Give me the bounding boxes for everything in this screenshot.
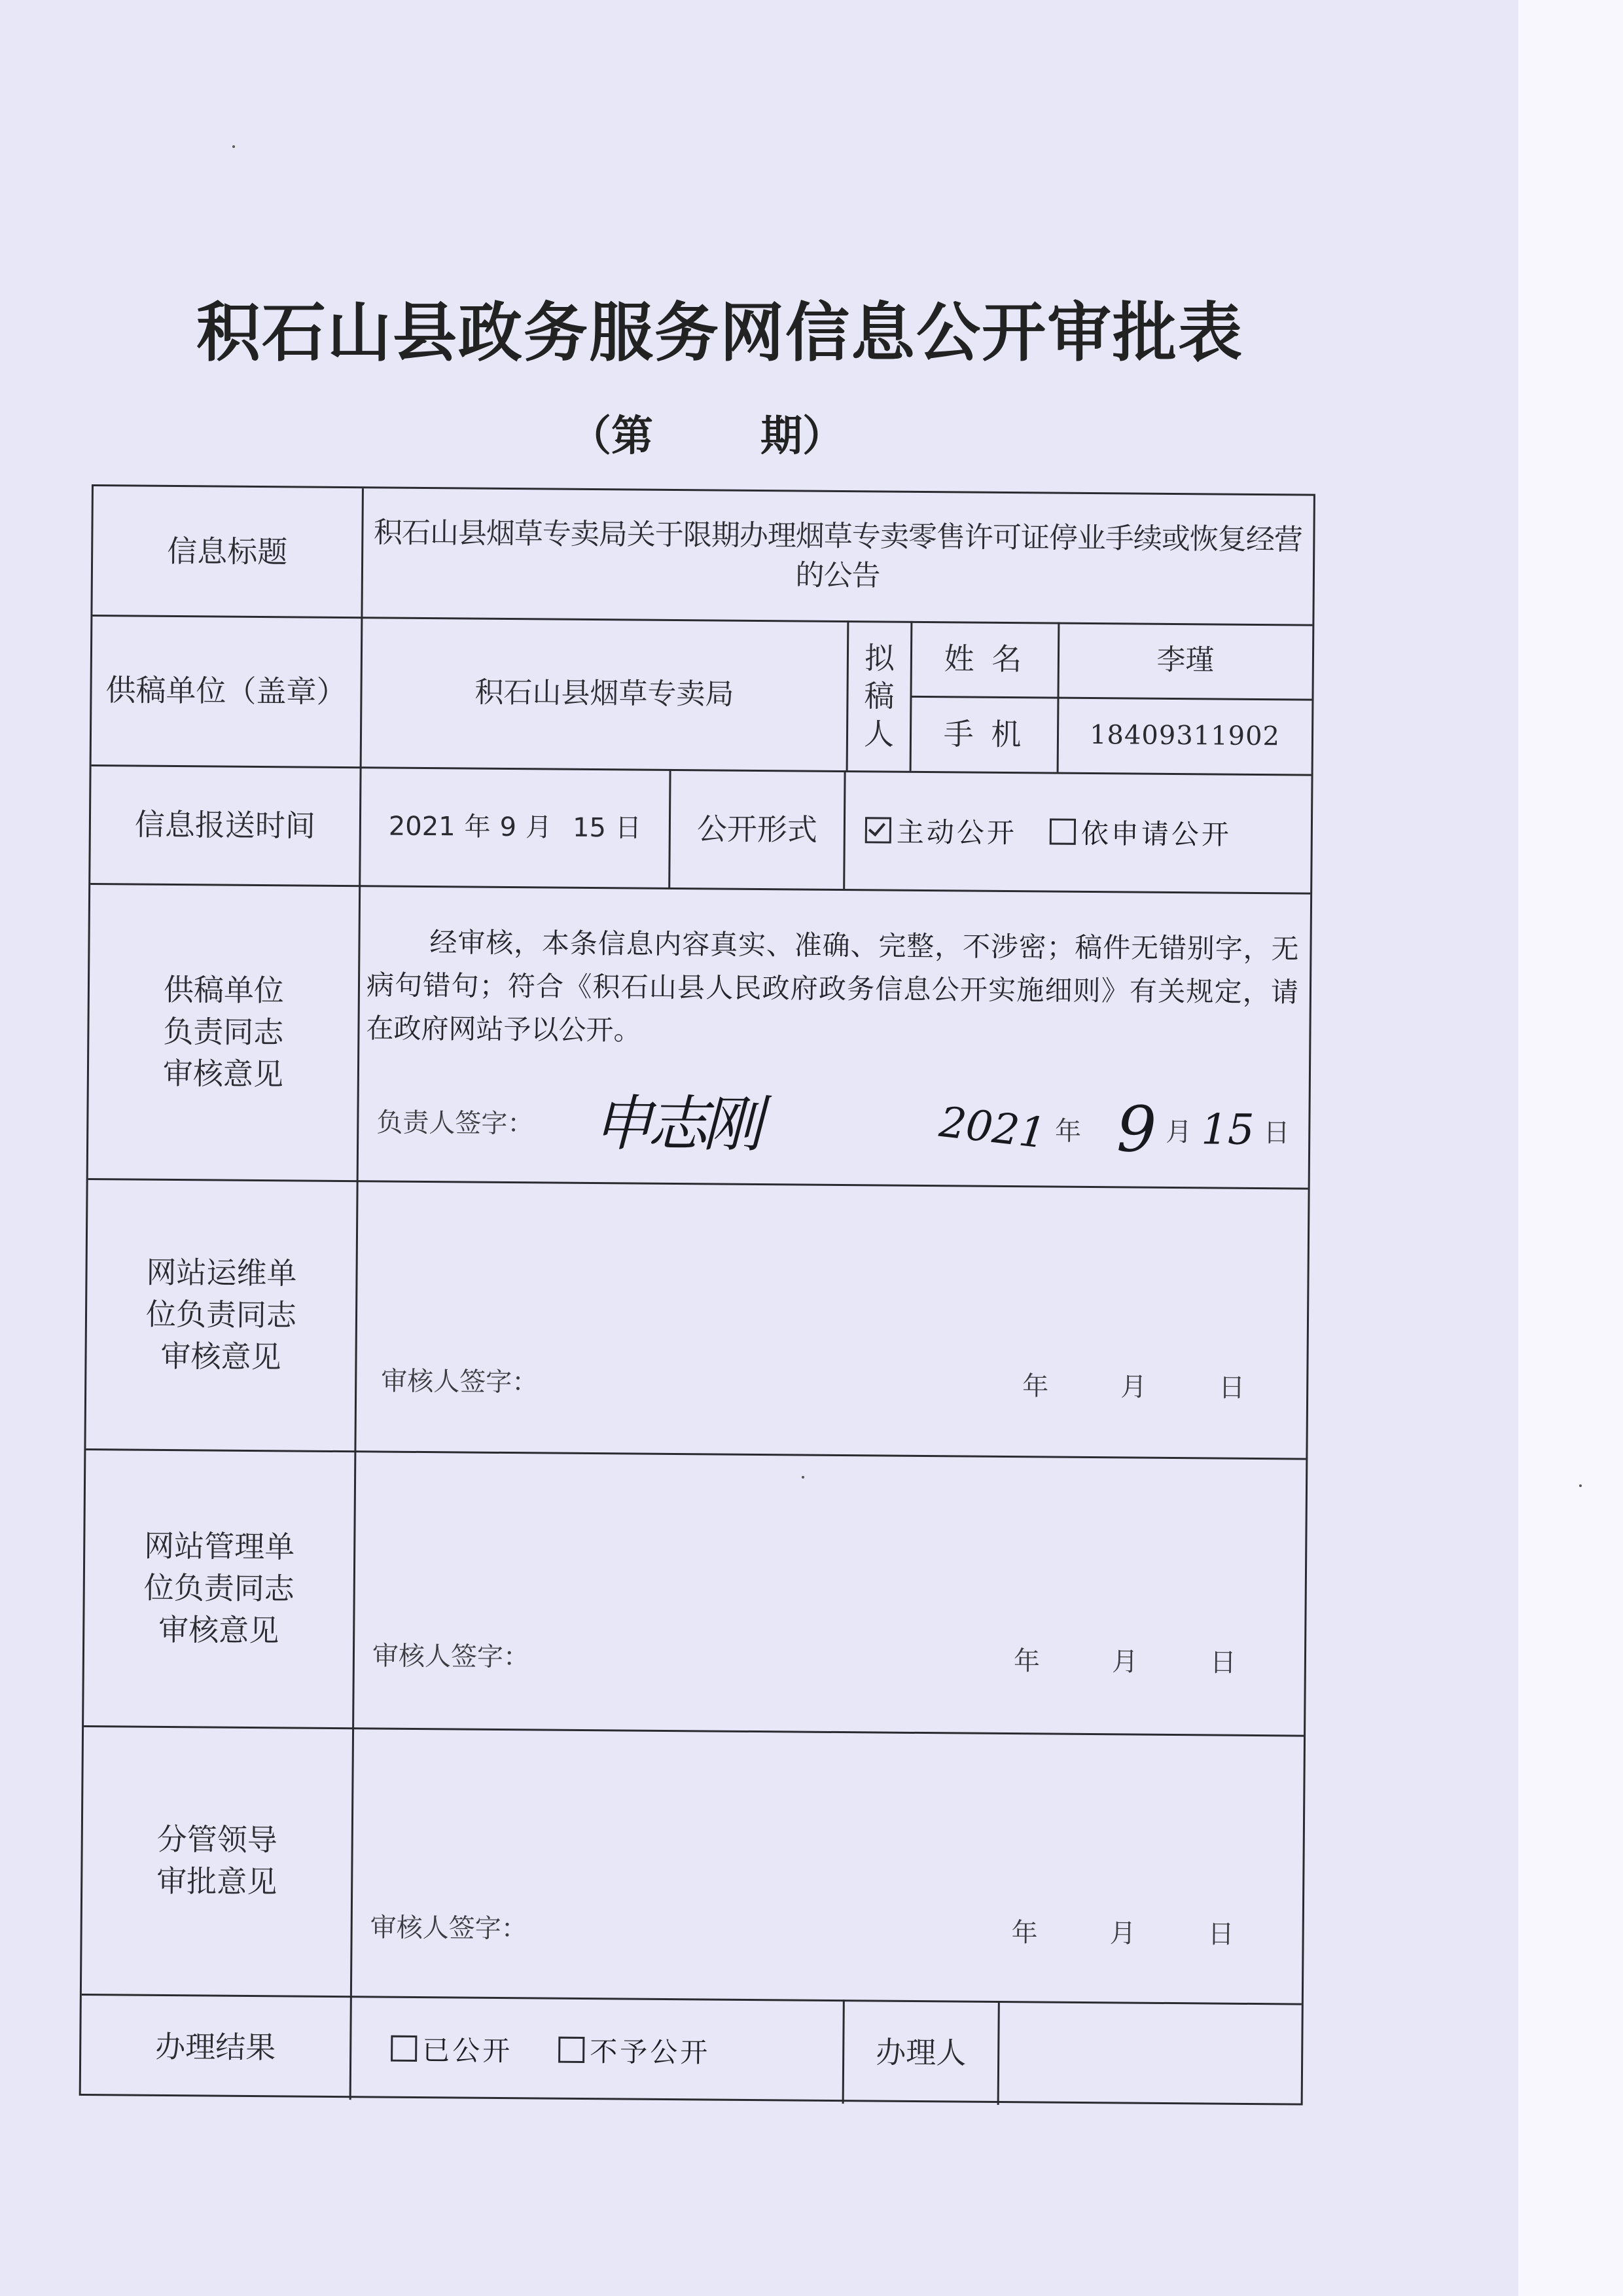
- submit-day-unit: 日: [615, 812, 642, 844]
- leader-sign-date: [1011, 1907, 1287, 1955]
- drafter-name-label: 姓 名: [944, 641, 1026, 677]
- issue-open: （第: [569, 412, 653, 461]
- mgmt-month-unit: 月: [1111, 1646, 1139, 1677]
- option-active-disclosure[interactable]: [865, 810, 1017, 851]
- result-label: 办理结果: [155, 2028, 276, 2065]
- checkbox-request-disclosure[interactable]: [1050, 818, 1076, 844]
- scan-speck: [1579, 1484, 1582, 1487]
- handwritten-signature: [592, 1079, 809, 1160]
- issue-number: [569, 403, 844, 463]
- drafter-phone-value: 18409311902: [1089, 719, 1281, 751]
- info-title-label: 信息标题: [166, 533, 288, 570]
- option-withheld-label: 不予公开: [590, 2035, 711, 2068]
- submit-day: 15: [572, 812, 607, 843]
- leader-review-label: [82, 1725, 352, 1996]
- submitter-review-label-line: 负责同志: [163, 1013, 284, 1050]
- ops-day-unit: 日: [1219, 1372, 1245, 1403]
- review-opinion-text: 经审核，本条信息内容真实、准确、完整，不涉密；稿件无错别字，无病句错句；符合《积石山县人民政府政务信息公开实施细则》有关规定，请在政府网站予以公开。: [366, 926, 1299, 1047]
- option-request-disclosure[interactable]: [1050, 812, 1232, 852]
- drafter-name-value: 李瑾: [1156, 643, 1215, 677]
- ops-sign-date: [1022, 1361, 1298, 1408]
- ops-year-unit: 年: [1022, 1371, 1049, 1402]
- ops-review-label-line: 审核意见: [160, 1338, 281, 1374]
- mgmt-review-label-line: 网站管理单: [144, 1528, 295, 1564]
- leader-review-label-line: 审批意见: [156, 1863, 277, 1900]
- sign-month-unit: 月: [1166, 1117, 1192, 1147]
- checkbox-published[interactable]: [391, 2035, 417, 2061]
- ops-review-label: [86, 1178, 356, 1450]
- ops-review-label-line: 网站运维单: [146, 1254, 297, 1291]
- sign-year: 2021: [936, 1098, 1048, 1158]
- signature-text: 申志刚: [592, 1088, 758, 1160]
- leader-month-unit: 月: [1109, 1918, 1136, 1949]
- leader-day-unit: 日: [1207, 1918, 1234, 1950]
- scan-margin: [1518, 0, 1623, 2296]
- mgmt-review-label-line: 审核意见: [158, 1611, 279, 1648]
- submit-time-label: 信息报送时间: [134, 806, 316, 844]
- leader-review-label-line: 分管领导: [156, 1821, 277, 1858]
- scan-speck: [232, 145, 235, 148]
- ops-sign-label: 审核人签字：: [381, 1366, 539, 1397]
- ops-month-unit: 月: [1120, 1371, 1147, 1403]
- drafter-label: 拟稿人: [863, 639, 895, 752]
- submitter-sign-date: [936, 1085, 1306, 1173]
- approval-form: [79, 484, 1315, 2106]
- info-title-value: 积石山县烟草专卖局关于限期办理烟草专卖零售许可证停业手续或恢复经营的公告: [373, 516, 1303, 593]
- submit-year-unit: 年: [464, 811, 491, 842]
- handler-value[interactable]: [999, 2001, 1301, 2108]
- mgmt-day-unit: 日: [1209, 1647, 1237, 1678]
- checkbox-withheld[interactable]: [558, 2036, 584, 2062]
- submit-month: 9: [499, 812, 517, 842]
- result-options: [351, 1996, 843, 2104]
- option-active-label: 主动公开: [896, 816, 1018, 849]
- sign-month: 9: [1116, 1092, 1157, 1166]
- drafter-phone-label: 手 机: [943, 715, 1026, 752]
- option-published[interactable]: [391, 2028, 512, 2068]
- sign-day: 15: [1200, 1105, 1255, 1155]
- leader-year-unit: 年: [1011, 1917, 1038, 1948]
- option-published-label: 已公开: [422, 2034, 513, 2067]
- sign-day-unit: 日: [1263, 1117, 1290, 1148]
- submitter-review-label-line: 审核意见: [162, 1055, 284, 1092]
- document-title: 积石山县政务服务网信息公开审批表: [196, 296, 1243, 370]
- leader-sign-label: 审核人签字：: [370, 1912, 527, 1944]
- disclosure-options: [845, 770, 1310, 893]
- mgmt-sign-date: [1014, 1636, 1289, 1683]
- issue-close: 期）: [760, 412, 844, 461]
- checkbox-active-disclosure[interactable]: [865, 817, 891, 843]
- submitter-review-label: [88, 883, 359, 1180]
- submitter-sign-label: 负责人签字：: [376, 1107, 534, 1139]
- submit-month-unit: 月: [525, 812, 552, 843]
- submitter-value: 积石山县烟草专卖局: [474, 675, 734, 711]
- sign-year-unit: 年: [1054, 1116, 1082, 1147]
- option-request-label: 依申请公开: [1080, 817, 1232, 851]
- mgmt-year-unit: 年: [1013, 1645, 1041, 1676]
- mgmt-review-label-line: 位负责同志: [143, 1570, 294, 1606]
- mgmt-review-label: [84, 1448, 354, 1727]
- ops-review-label-line: 位负责同志: [145, 1296, 297, 1333]
- submitter-review-label-line: 供稿单位: [163, 971, 285, 1008]
- mgmt-sign-label: 审核人签字：: [372, 1640, 530, 1672]
- submitter-label: 供稿单位（盖章）: [105, 672, 347, 709]
- option-withheld[interactable]: [558, 2030, 710, 2070]
- submit-year: 2021: [388, 811, 455, 842]
- handler-label: 办理人: [876, 2034, 967, 2071]
- submit-date: [361, 766, 669, 888]
- disclosure-label: 公开形式: [696, 810, 818, 848]
